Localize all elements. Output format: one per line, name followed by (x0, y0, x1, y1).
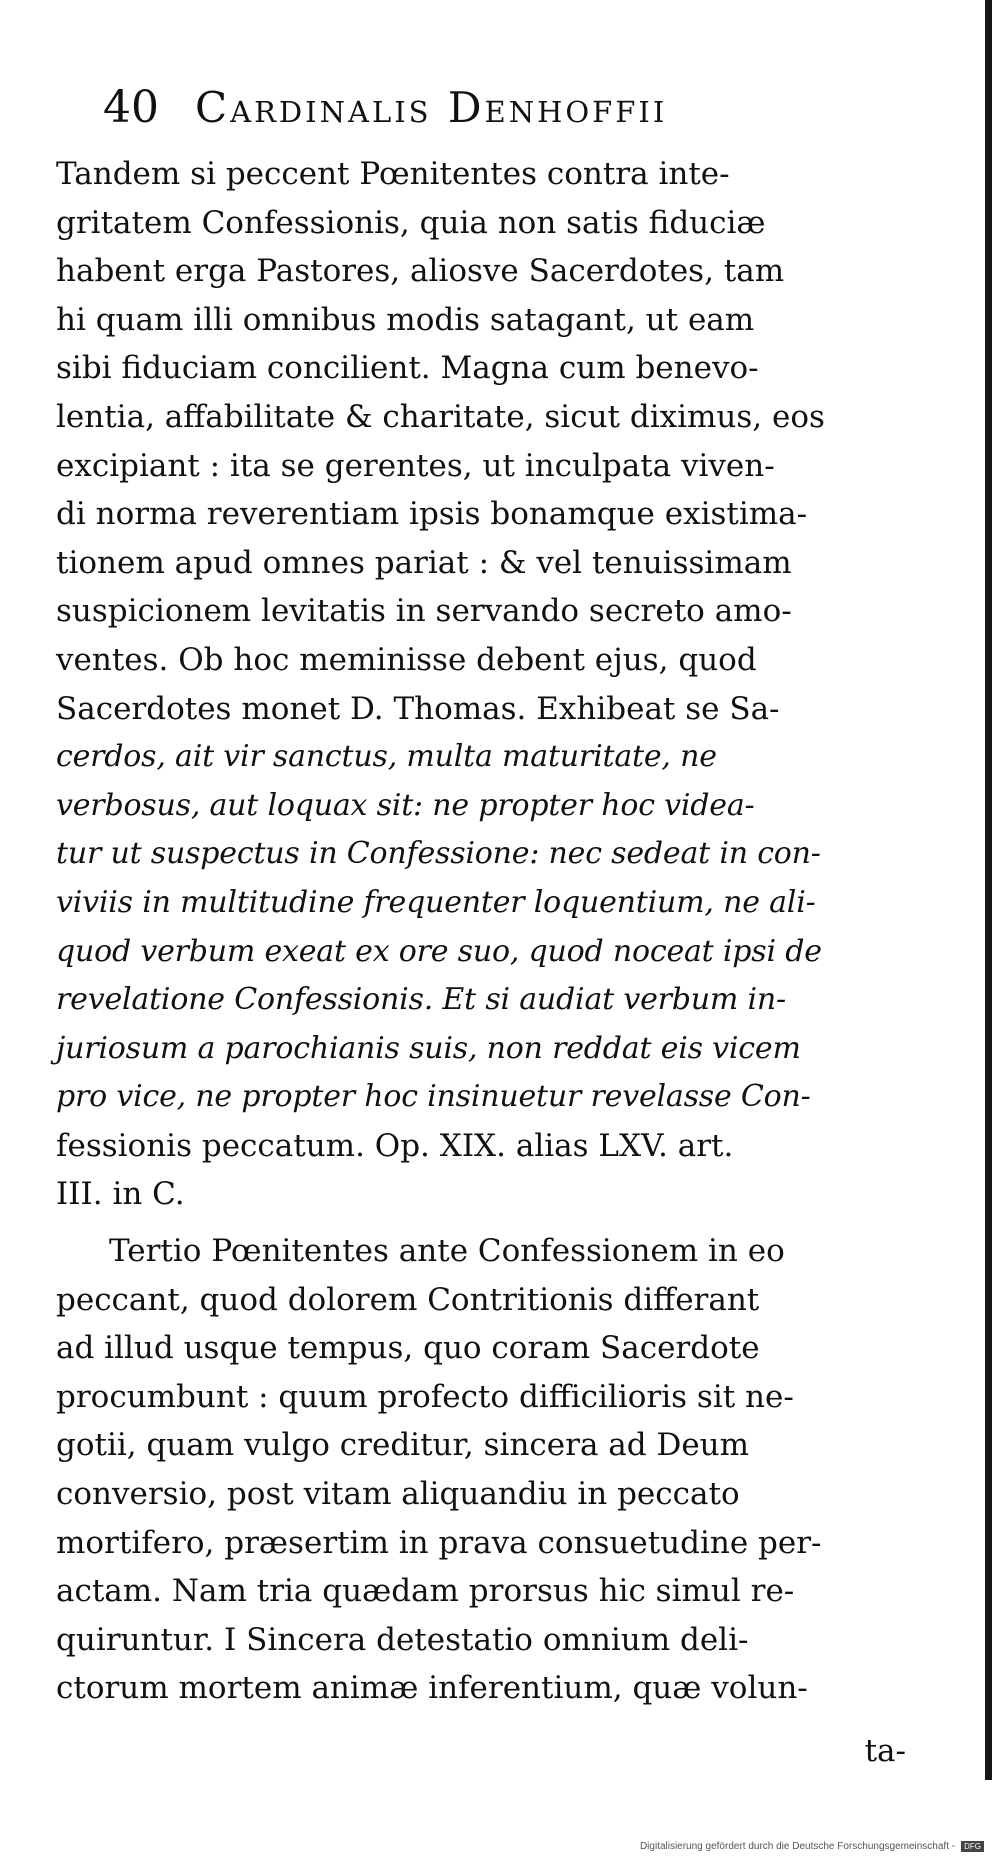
quotation-line: verbosus, aut loquax sit: ne propter hoc videa- (56, 787, 755, 823)
text-line: habent erga Pastores, aliosve Sacerdotes, tam (56, 253, 785, 290)
text-line: gritatem Confessionis, quia non satis fiduciæ (56, 204, 766, 241)
digitization-footer (640, 1841, 984, 1852)
quotation-line: tur ut suspectus in Confessione: nec sedeat in con- (56, 836, 821, 872)
page-header (103, 82, 956, 148)
text-line: hi quam illi omnibus modis satagant, ut eam (56, 301, 755, 338)
quotation-line: quod verbum exeat ex ore suo, quod noceat ipsi de (56, 933, 822, 969)
citation-line: fessionis peccatum. Op. XIX. alias LXV. art. (56, 1127, 734, 1164)
citation-line: III. in C. (56, 1176, 185, 1213)
page-edge-rule (985, 0, 992, 1780)
text-line: tionem apud omnes pariat : & vel tenuissimam (56, 544, 792, 581)
text-line: procumbunt : quum profecto difficilioris sit ne- (56, 1378, 794, 1415)
quotation-line: viviis in multitudine frequenter loquentium, ne ali- (56, 884, 816, 920)
quotation-line: pro vice, ne propter hoc insinuetur revelasse Con- (56, 1079, 811, 1115)
text-line: conversio, post vitam aliquandiu in peccato (56, 1476, 740, 1513)
footer-credit: Digitalisierung gefördert durch die Deutsche Forschungsgemeinschaft - (639, 1841, 956, 1852)
book-page (56, 82, 956, 1777)
text-line: ventes. Ob hoc meminisse debent ejus, quod (56, 641, 757, 678)
catchword: ta- (864, 1733, 906, 1769)
text-line: Sacerdotes monet D. Thomas. Exhibeat se Sa- (56, 690, 780, 727)
text-line: suspicionem levitatis in servando secreto amo- (56, 593, 792, 630)
text-line: di norma reverentiam ipsis bonamque existima- (56, 496, 808, 533)
text-line: ad illud usque tempus, quo coram Sacerdote (56, 1330, 760, 1367)
quotation-line: cerdos, ait vir sanctus, multa maturitate, ne (56, 739, 717, 775)
text-line: mortifero, præsertim in prava consuetudine per- (56, 1524, 822, 1561)
paragraph-start-line: Tertio Pœnitentes ante Confessionem in eo (109, 1233, 785, 1270)
text-line: lentia, affabilitate & charitate, sicut diximus, eos (56, 398, 825, 435)
text-line: quiruntur. I Sincera detestatio omnium deli- (56, 1621, 749, 1658)
text-line: peccant, quod dolorem Contritionis differant (56, 1281, 760, 1318)
text-line: sibi fiduciam concilient. Magna cum benevo- (56, 350, 759, 387)
running-head: Cardinalis Denhoffii (195, 83, 668, 132)
text-line: ctorum mortem animæ inferentium, quæ volun- (56, 1670, 808, 1707)
text-line: excipiant : ita se gerentes, ut inculpata viven- (56, 447, 775, 484)
text-line: Tandem si peccent Pœnitentes contra inte- (56, 156, 730, 192)
text-line: actam. Nam tria quædam prorsus hic simul re- (56, 1573, 795, 1610)
dfg-logo: DFG (961, 1841, 984, 1852)
quotation-line: juriosum a parochianis suis, non reddat eis vicem (56, 1030, 801, 1066)
quotation-line: revelatione Confessionis. Et si audiat verbum in- (56, 982, 786, 1018)
text-line: gotii, quam vulgo creditur, sincera ad Deum (56, 1427, 750, 1464)
page-number: 40 (103, 82, 159, 133)
